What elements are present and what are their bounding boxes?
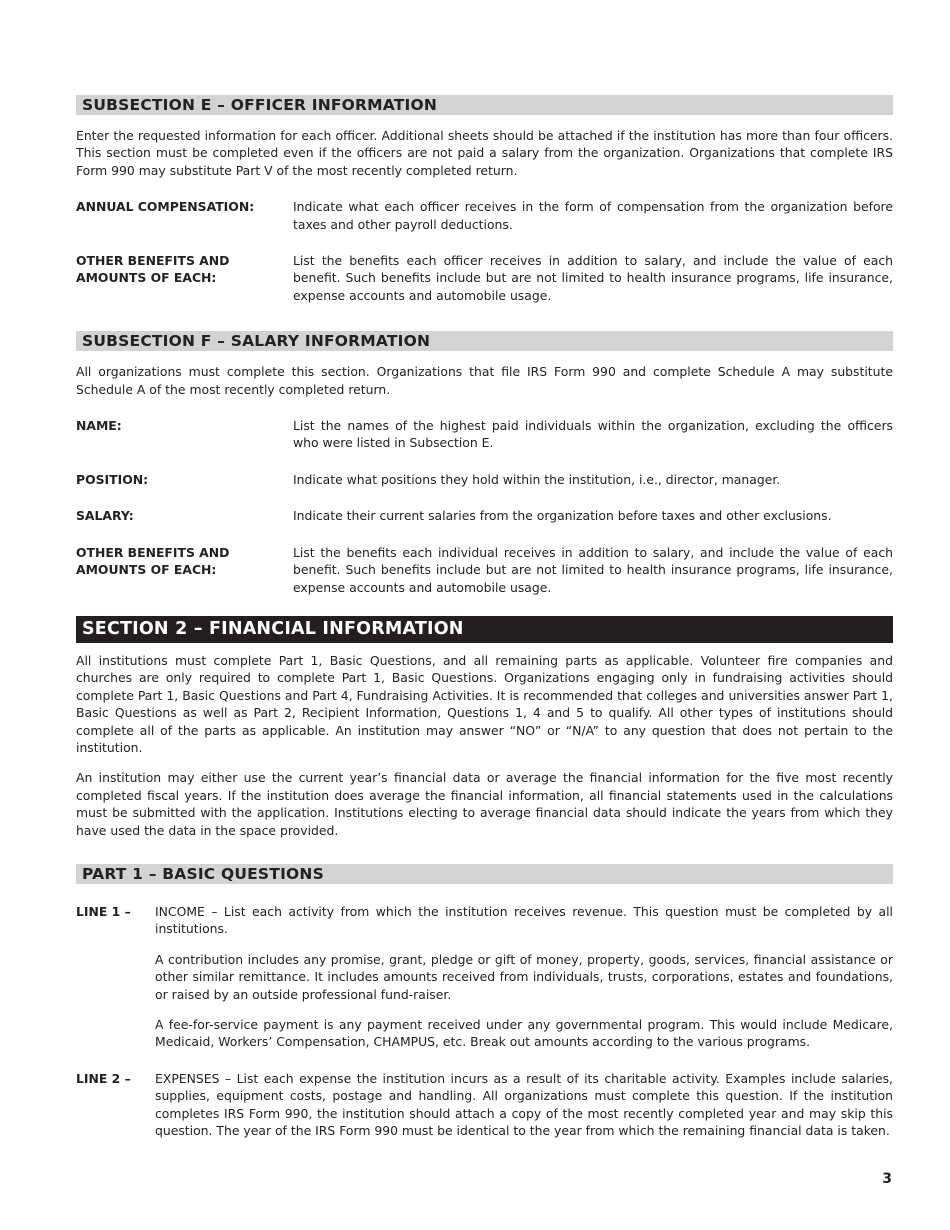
definition-other-benefits [76,252,893,304]
section-2-paragraph: All institutions must complete Part 1, Basic Questions, and all remaining parts as applicable. Volunteer fire companies and churches are only required to complete Part 1, Basic Questions. Organizations engaging only in fundraising activities should complete Part 1, Basic Questions and Part 4, Fundraising Activities. It is recommended that colleges and universities answer Part 1, Basic Questions as well as Part 2, Recipient Information, Questions 1, 4 and 5 to qualify. All other types of institutions should complete all of the parts as applicable. An institution may answer “NO” or “N/A” to any question that does not pertain to the institution. [76,652,893,755]
definition-name [76,417,893,452]
section-2-heading: SECTION 2 – FINANCIAL INFORMATION [76,616,893,643]
definition-term: ANNUAL COMPENSATION: [76,199,255,215]
line-2 [76,1070,893,1140]
section-2-paragraph: An institution may either use the current year’s financial data or average the financial information for the five most recently completed fiscal years. If the institution does average the financial information, all financial statements used in the calculations must be submitted with the application. Institutions electing to average financial data should indicate the years from which they have used the data in the space provided. [76,770,893,838]
definition-desc: Indicate what each officer receives in the form of compensation from the organization before taxes and other payroll deductions. [293,199,893,232]
definition-term: POSITION: [76,471,149,487]
page-number: 3 [882,1171,892,1187]
subsection-e-intro: Enter the requested information for each officer. Additional sheets should be attached if the institution has more than four officers. This section must be completed even if the officers are not paid a salary from the organization. Organizations that complete IRS Form 990 may substitute Part V of the most recently completed return. [76,128,893,178]
definition-term: OTHER BENEFITS AND AMOUNTS OF EACH: [76,544,230,578]
definition-salary [76,507,893,524]
line-text: INCOME – List each activity from which the institution receives revenue. This question must be completed by all institutions. [155,903,893,937]
definition-term: OTHER BENEFITS AND AMOUNTS OF EACH: [76,253,230,286]
definition-desc: Indicate what positions they hold within the institution, i.e., director, manager. [293,471,781,487]
definition-term: NAME: [76,418,122,434]
line-label: LINE 1 – [76,903,131,919]
definition-desc: List the names of the highest paid individuals within the organization, excluding the officers who were listed in Subsection E. [293,418,893,451]
definition-position [76,471,893,488]
definition-desc: List the benefits each officer receives in addition to salary, and include the value of each benefit. Such benefits include but are not limited to health insurance programs, life insurance, expense accounts and automobile usage. [293,253,893,303]
document-page [76,95,893,1139]
definition-desc: Indicate their current salaries from the organization before taxes and other exclusions. [293,508,832,524]
definition-other-benefits-individual [76,544,893,596]
subsection-f-intro: All organizations must complete this section. Organizations that file IRS Form 990 and complete Schedule A may substitute Schedule A of the most recently completed return. [76,364,893,397]
line-label: LINE 2 – [76,1070,131,1086]
definition-annual-compensation [76,198,893,233]
line-paragraph: A contribution includes any promise, grant, pledge or gift of money, property, goods, services, financial assistance or other similar remittance. It includes amounts received from individuals, trusts, corporations, estates and foundations, or raised by an outside professional fund-raiser. [155,951,893,1002]
subsection-f-heading: SUBSECTION F – SALARY INFORMATION [76,331,893,351]
definition-desc: List the benefits each individual receives in addition to salary, and include the value of each benefit. Such benefits include but are not limited to health insurance programs, life insurance, expense accounts and automobile usage. [293,544,893,595]
subsection-e-heading: SUBSECTION E – OFFICER INFORMATION [76,95,893,115]
line-text: EXPENSES – List each expense the institution incurs as a result of its charitable activity. Examples include salaries, supplies, equipment costs, postage and handling. All organizations must complete this question. If the institution completes IRS Form 990, the institution should attach a copy of the most recently completed year and may skip this question. The year of the IRS Form 990 must be identical to the year from which the remaining financial data is taken. [155,1070,893,1139]
line-1 [76,903,893,1051]
definition-term: SALARY: [76,508,134,524]
line-paragraph: A fee-for-service payment is any payment received under any governmental program. This would include Medicare, Medicaid, Workers’ Compensation, CHAMPUS, etc. Break out amounts according to the various programs. [155,1017,893,1050]
part-1-heading: PART 1 – BASIC QUESTIONS [76,864,893,884]
